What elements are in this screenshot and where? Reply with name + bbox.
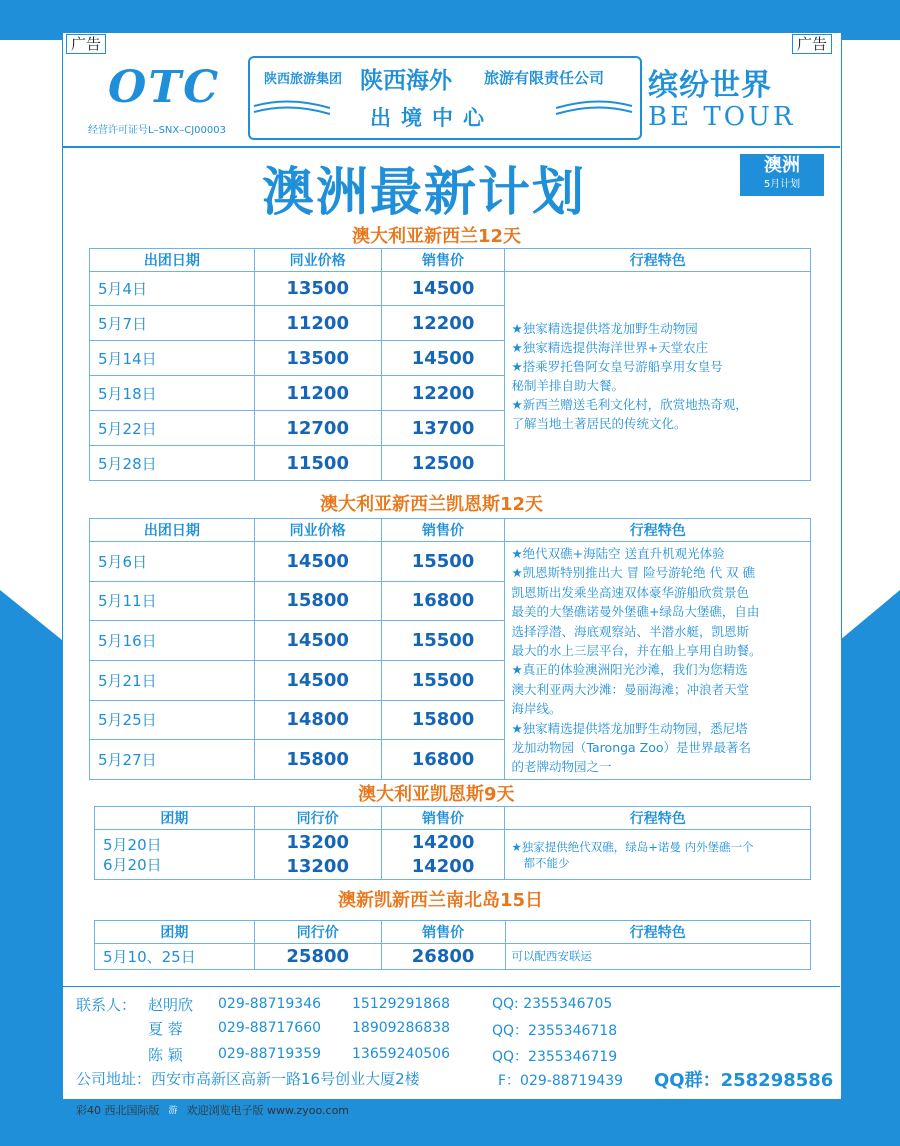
contact-phone: 029-88717660: [218, 1020, 322, 1036]
table-row: 5月11日 15800 16800: [90, 581, 811, 621]
month-badge: [740, 154, 824, 196]
table-header: 团期 同行价 销售价 行程特色: [95, 921, 811, 944]
company-address: 公司地址：西安市高新区高新一路16号创业大厦2楼: [76, 1070, 420, 1088]
price-table-1: [89, 248, 811, 481]
table-row: 5月28日 11500 12500: [90, 446, 811, 481]
website-link[interactable]: www.zyoo.com: [267, 1104, 350, 1117]
contact-phone: 029-88719346: [218, 996, 322, 1012]
price-table-3: [94, 806, 811, 880]
table-row: 5月10、25日 25800 26800 可以配西安联运: [95, 944, 811, 970]
table-header: 团期 同行价 销售价 行程特色: [95, 807, 811, 830]
brand-chinese: 缤纷世界: [648, 68, 772, 103]
ad-label-right: 广告: [792, 34, 832, 54]
contact-qq: QQ: 2355346705: [492, 996, 613, 1012]
fax-number: F：029-88719439: [498, 1073, 624, 1089]
table-row: 5月7日 11200 12200: [90, 306, 811, 341]
ad-label-left: 广告: [66, 34, 106, 54]
contact-phone: 029-88719359: [218, 1046, 322, 1062]
contact-mobile: 13659240506: [352, 1046, 450, 1062]
company-box: [248, 56, 642, 140]
table-header: 出团日期 同业价格 销售价 行程特色: [90, 519, 811, 542]
table-row: 5月22日 12700 13700: [90, 411, 811, 446]
table-row: 5月18日 11200 12200: [90, 376, 811, 411]
page-title: 澳洲最新计划: [262, 163, 587, 223]
page-number: 彩40: [76, 1104, 101, 1117]
contact-name: 赵明欣: [148, 996, 194, 1014]
price-table-2: [89, 518, 811, 780]
table-row: 5月27日 15800 16800: [90, 740, 811, 780]
features-cell: ★绝代双礁+海陆空 送直升机观光体验 ★凯恩斯特别推出大 冒 险号游轮绝 代 双 礁 凯恩斯出发乘坐高速双体豪华游船欣赏景色 最美的大堡礁诺曼外堡礁+绿岛大堡礁，自由 选择浮潜、海底观察站、半潜水艇，凯恩斯 最大的水上三层平台，并在船上享用自助餐。 ★真正的体验澳洲阳光沙滩，我们为您精选 澳大利亚两大沙滩：曼丽海滩；冲浪者天堂 海岸线。 ★独家精选提供塔龙加野生动物园，悉尼塔 龙加动物园（Taronga Zoo）是世界最著名 的老牌动物园之一: [505, 542, 811, 780]
section-title-1: 澳大利亚新西兰12天: [352, 226, 522, 247]
section-title-3: 澳大利亚凯恩斯9天: [358, 784, 515, 805]
price-table-4: [94, 920, 811, 970]
footer-message: 欢迎浏览电子版: [186, 1104, 264, 1117]
badge-sub: 5月计划: [763, 179, 801, 190]
center-name: 出境中心: [370, 106, 494, 130]
edition-name: 西北国际版: [104, 1104, 160, 1117]
table-row: 5月14日 13500 14500: [90, 341, 811, 376]
side-text-left: 陕 西 海 外: [37, 737, 55, 826]
contact-mobile: 18909286838: [352, 1020, 450, 1036]
table-row: 5月6日 14500 15500 ★绝代双礁+海陆空 送直升机观光体验 ★凯恩斯特别推出大 冒 险号游轮绝 代 双 礁 凯恩斯出发乘坐高速双体豪华游船欣赏景色 最美的大堡礁诺曼外堡礁+绿岛大堡礁，自由 选择浮潜、海底观察站、半潜水艇，凯恩斯 最大的水上三层平台，并在船上享用自助餐。 ★真正的体验澳洲阳光沙滩，我们为您精选 澳大利亚两大沙滩：曼丽海滩；冲浪者天堂 海岸线。 ★独家精选提供塔龙加野生动物园，悉尼塔 龙加动物园（Taronga Zoo）是世界最著名 的老牌动物园之一: [90, 542, 811, 582]
section-title-4: 澳新凯新西兰南北岛15日: [338, 890, 544, 911]
contact-mobile: 15129291868: [352, 996, 450, 1012]
globe-icon: 游: [166, 1104, 180, 1118]
contact-qq: QQ：2355346718: [492, 1023, 618, 1039]
table-row: 5月21日 14500 15500: [90, 660, 811, 700]
table-row: 5月25日 14800 15800: [90, 700, 811, 740]
brand-english: BE TOUR: [648, 102, 796, 132]
badge-main: 澳洲: [764, 155, 800, 176]
table-row: 5月4日 13500 14500 ★独家精选提供塔龙加野生动物园 ★独家精选提供海洋世界+天堂农庄 ★搭乘罗托鲁阿女皇号游船享用女皇号 秘制羊排自助大餐。 ★新西兰赠送毛利文化村，欣赏地热奇观， 了解当地土著居民的传统文化。: [90, 272, 811, 306]
side-text-right: 陕 西 海 外: [845, 737, 863, 826]
contact-name: 陈 颖: [148, 1046, 183, 1064]
table-header: 出团日期 同业价格 销售价 行程特色: [90, 249, 811, 272]
features-cell: ★独家提供绝代双礁，绿岛+诺曼 内外堡礁一个 都不能少: [505, 830, 811, 880]
features-cell: ★独家精选提供塔龙加野生动物园 ★独家精选提供海洋世界+天堂农庄 ★搭乘罗托鲁阿女皇号游船享用女皇号 秘制羊排自助大餐。 ★新西兰赠送毛利文化村，欣赏地热奇观， 了解当地土著居民的传统文化。: [505, 272, 811, 481]
group-name: 陕西旅游集团: [264, 72, 343, 87]
contact-label: 联系人：: [76, 996, 137, 1014]
table-row: 5月20日 6月20日 13200 13200 14200 14200 ★独家提供绝代双礁，绿岛+诺曼 内外堡礁一个 都不能少: [95, 830, 811, 880]
features-cell: 可以配西安联运: [505, 944, 810, 970]
section-title-2: 澳大利亚新西兰凯恩斯12天: [320, 494, 544, 515]
otc-logo: OTC: [108, 62, 221, 113]
footer: [76, 1102, 349, 1118]
company-name: 陕西海外: [360, 67, 452, 94]
table-row: 5月16日 14500 15500: [90, 621, 811, 661]
contact-qq: QQ：2355346719: [492, 1049, 618, 1065]
license-number: 经营许可证号L–SNX–CJ00003: [88, 125, 226, 136]
contact-name: 夏 蓉: [148, 1020, 183, 1038]
contact-divider: [62, 986, 840, 987]
qq-group: QQ群：258298586: [654, 1070, 834, 1091]
company-suffix: 旅游有限责任公司: [484, 69, 605, 87]
